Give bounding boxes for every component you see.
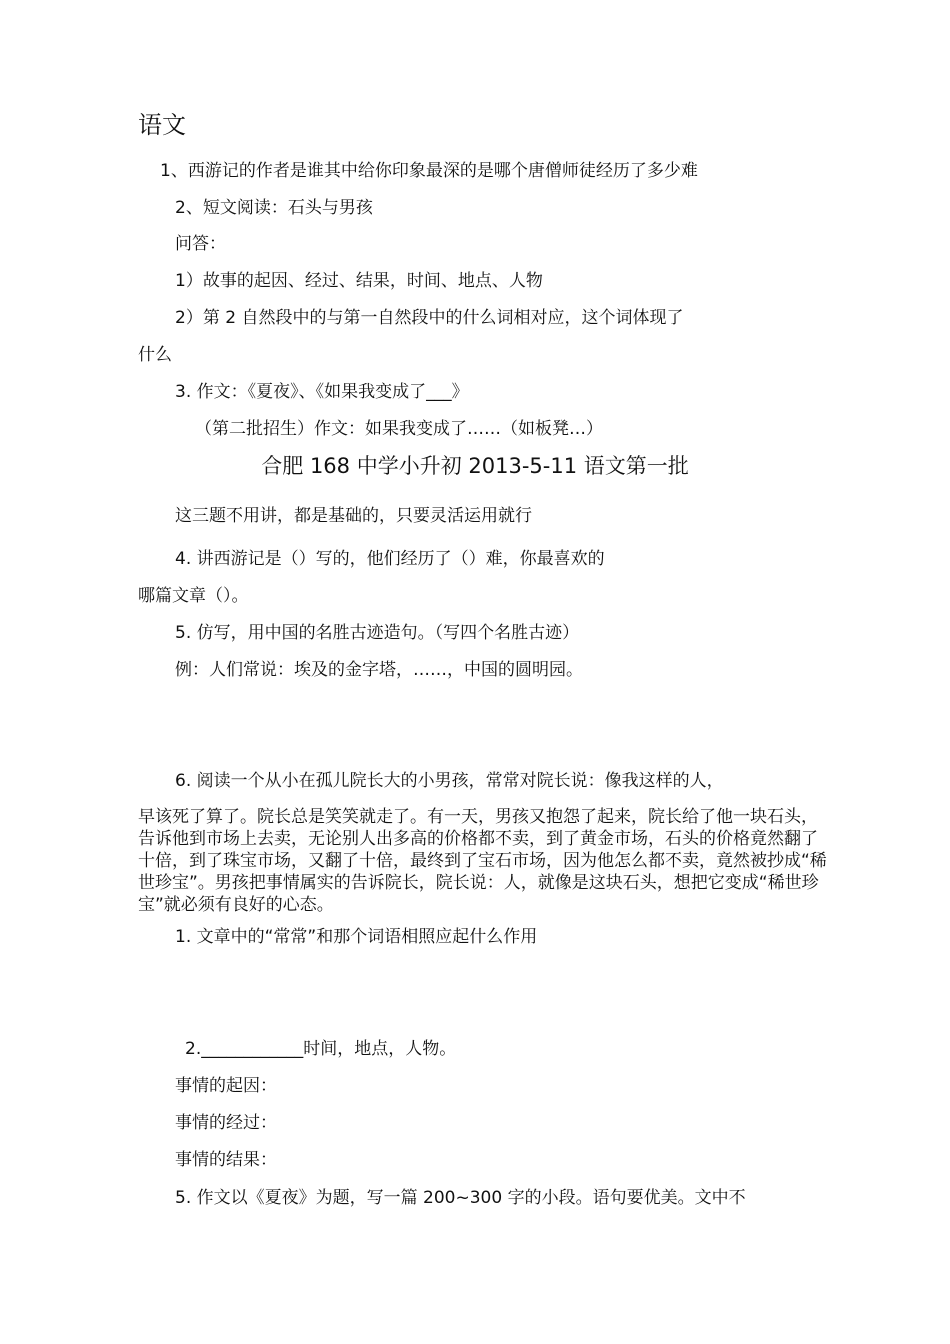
question-5: 5. 仿写，用中国的名胜古迹造句。（写四个名胜古迹） — [175, 623, 580, 643]
question-6-line1: 6. 阅读一个从小在孤儿院长大的小男孩，常常对院长说：像我这样的人， — [175, 771, 724, 791]
ask-label: 问答： — [175, 234, 226, 254]
answer-1: 1）故事的起因、经过、结果，时间、地点、人物 — [175, 271, 543, 291]
question-5-example: 例：人们常说：埃及的金字塔，……，中国的圆明园。 — [175, 660, 583, 680]
question-1: 1、西游记的作者是谁其中给你印象最深的是哪个唐僧师徒经历了多少难 — [160, 161, 698, 181]
sub-question-1: 1. 文章中的“常常”和那个词语相照应起什么作用 — [175, 927, 538, 947]
answer-2-line1: 2）第 2 自然段中的与第一自然段中的什么词相对应，这个词体现了 — [175, 308, 684, 328]
essay-question: 5. 作文以《夏夜》为题，写一篇 200~300 字的小段。语句要优美。文中不 — [175, 1188, 746, 1208]
question-3: 3. 作文：《夏夜》、《如果我变成了___》 — [175, 382, 469, 402]
event-cause: 事情的起因： — [175, 1076, 277, 1096]
question-2: 2、短文阅读：石头与男孩 — [175, 198, 373, 218]
event-result: 事情的结果： — [175, 1150, 277, 1170]
question-6-body: 早该死了算了。院长总是笑笑就走了。有一天，男孩又抱怨了起来，院长给了他一块石头，告诉他到市场上去卖，无论别人出多高的价格都不卖，到了黄金市场，石头的价格竟然翻了十倍，到了珠宝市场，又翻了十倍，最终到了宝石市场，因为他怎么都不卖，竟然被抄成“稀世珍宝”。男孩把事情属实的告诉院长，院长说：人，就像是这块石头，想把它变成“稀世珍宝”就必须有良好的心态。 — [138, 807, 827, 915]
question-4-line1: 4. 讲西游记是（）写的，他们经历了（）难，你最喜欢的 — [175, 549, 605, 569]
section-title: 合肥 168 中学小升初 2013-5-11 语文第一批 — [261, 454, 689, 478]
section-intro: 这三题不用讲，都是基础的，只要灵活运用就行 — [175, 506, 532, 526]
event-process: 事情的经过： — [175, 1113, 277, 1133]
question-4-line2: 哪篇文章（）。 — [138, 586, 249, 606]
page-heading: 语文 — [138, 111, 186, 139]
question-3-note: （第二批招生）作文：如果我变成了……（如板凳…） — [195, 419, 603, 439]
sub-question-2: 2.____________时间，地点，人物。 — [185, 1039, 457, 1059]
answer-2-line2: 什么 — [138, 345, 172, 365]
